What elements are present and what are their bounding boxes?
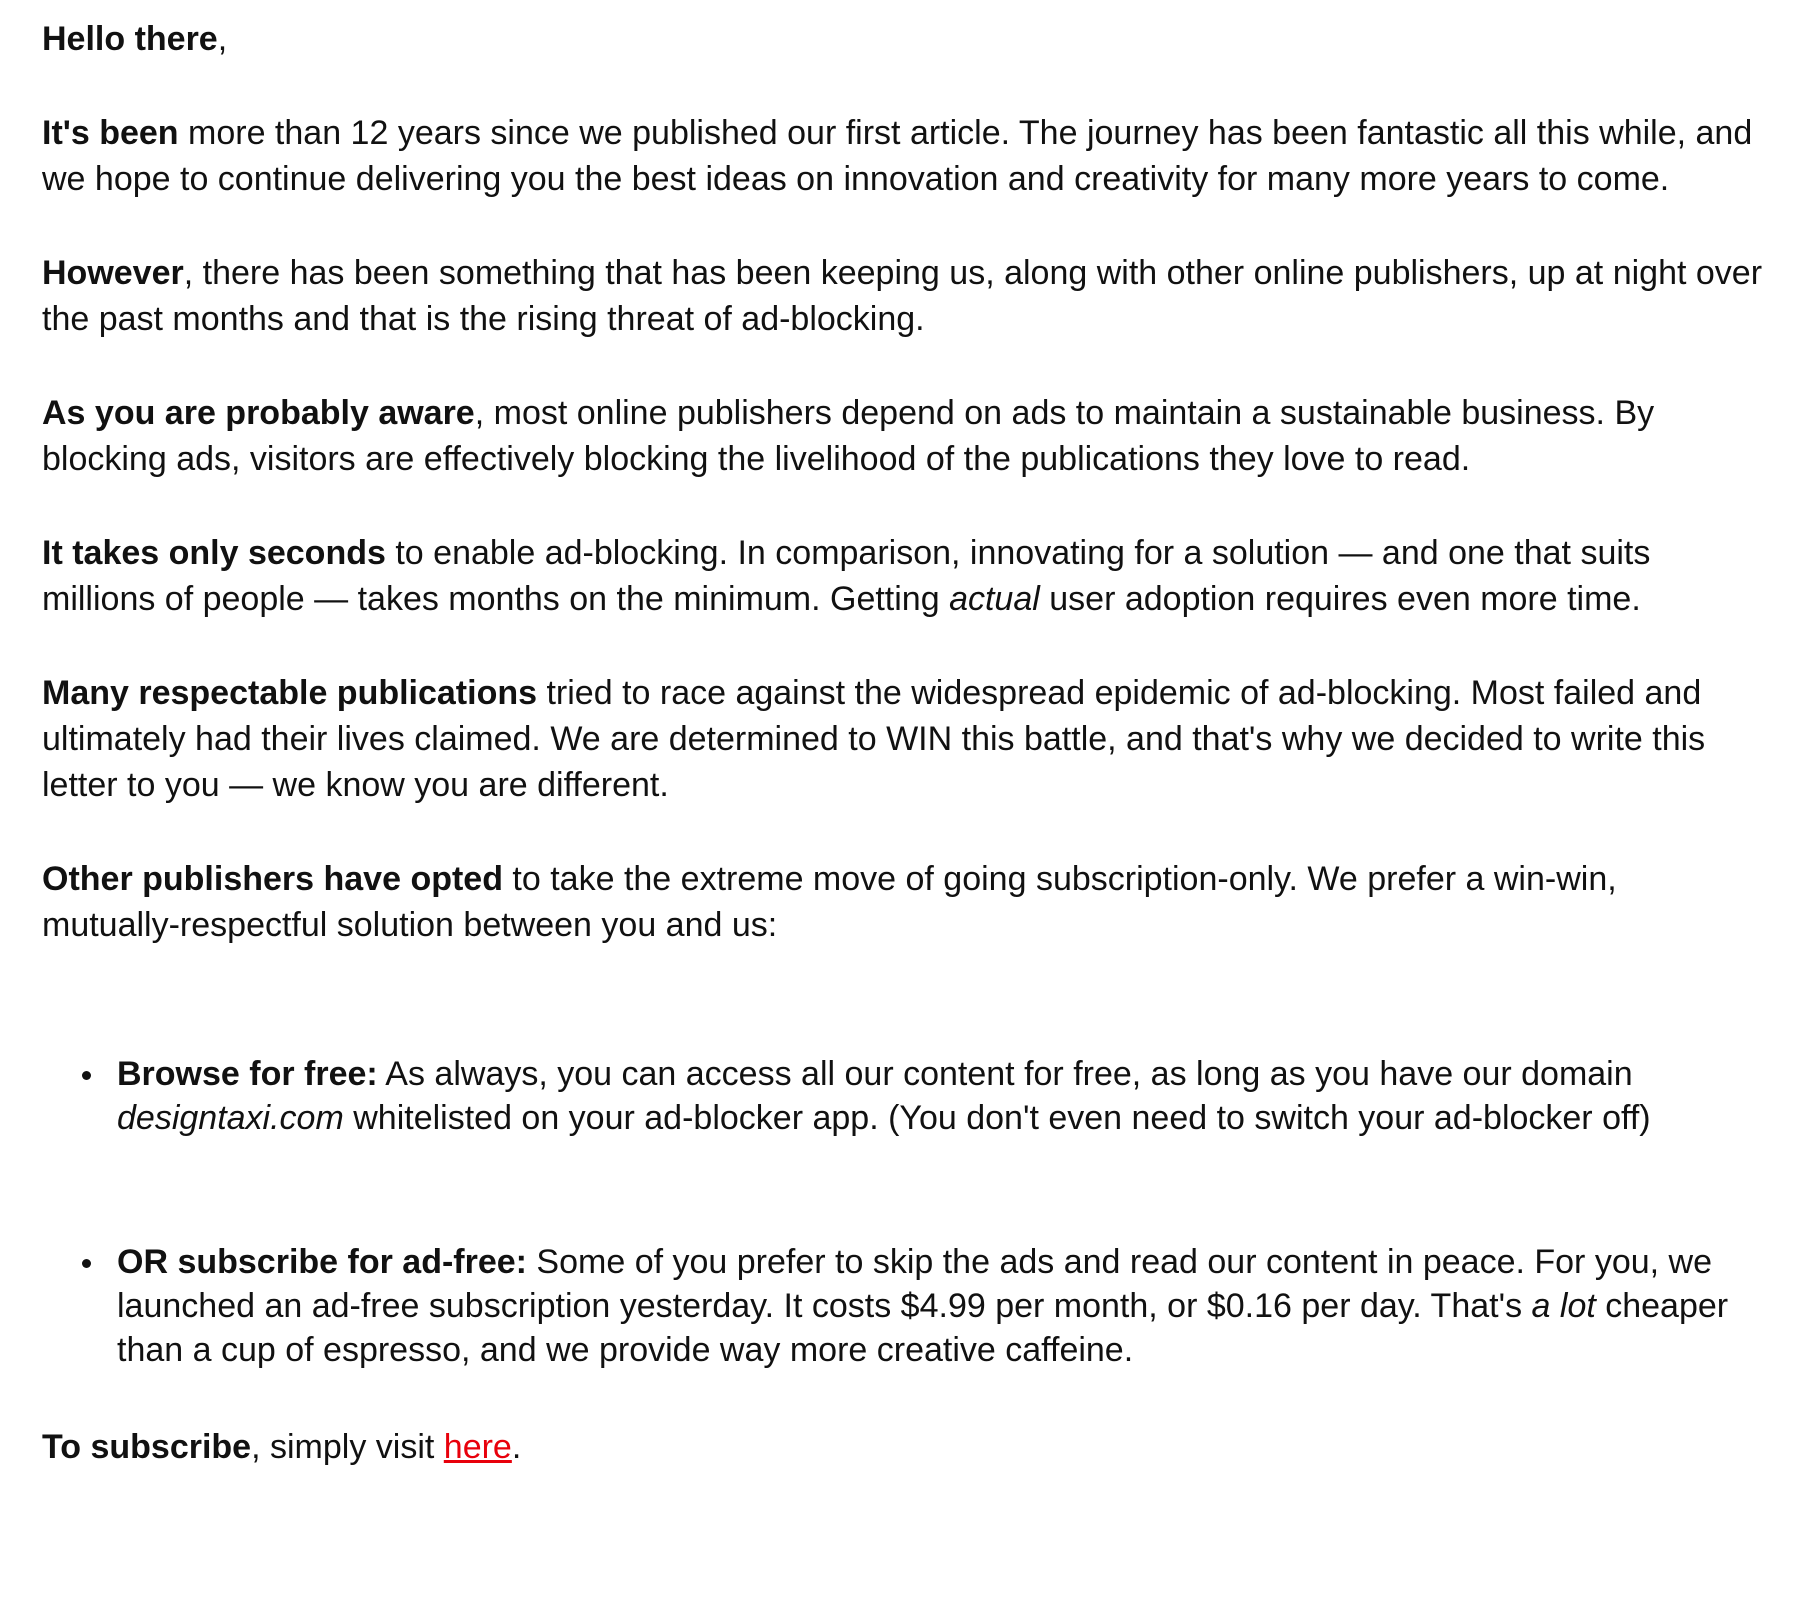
options-list xyxy=(42,1052,1762,1372)
paragraph-lead: However xyxy=(42,254,184,292)
paragraph-text: , there has been something that has been keeping us, along with other online publishers, up at night over the past months and that is the rising threat of ad-blocking. xyxy=(42,254,1763,338)
paragraph-text: , most online publishers depend on ads to maintain a sustainable business. By blocking ads, visitors are effectively blocking the livelihood of the publications they love to read. xyxy=(42,394,1655,478)
closing-end: . xyxy=(511,1428,522,1466)
subscribe-link[interactable]: here xyxy=(443,1428,512,1466)
paragraph-emphasis: actual xyxy=(949,580,1040,618)
paragraph-opted xyxy=(42,856,1762,948)
paragraph-text: more than 12 years since we published our first article. The journey has been fantastic all this while, and we hope to continue delivering you the best ideas on innovation and creativity for many more years to come. xyxy=(42,114,1753,198)
paragraph-aware xyxy=(42,390,1762,482)
greeting xyxy=(42,16,1762,62)
option-browse-free xyxy=(42,1052,1762,1140)
paragraph-text: tried to race against the widespread epidemic of ad-blocking. Most failed and ultimately had their lives claimed. We are determined to WIN this battle, and that's why we decided to write this letter to you — we know you are different. xyxy=(42,674,1706,804)
letter-body xyxy=(42,16,1762,1518)
option-title: OR subscribe for ad-free: xyxy=(117,1243,527,1281)
paragraph-seconds xyxy=(42,530,1762,622)
closing-lead: To subscribe xyxy=(42,1428,252,1466)
domain-name: designtaxi.com xyxy=(117,1099,344,1137)
closing-line xyxy=(42,1424,1762,1470)
paragraph-anniversary xyxy=(42,110,1762,202)
paragraph-lead: Other publishers have opted xyxy=(42,860,503,898)
option-text: Some of you prefer to skip the ads and read our content in peace. For you, we launched an ad-free subscription yesterday. It costs $4.99 per month, or $0.16 per day. That's xyxy=(117,1243,1713,1325)
paragraph-lead: It's been xyxy=(42,114,179,152)
paragraph-text: to enable ad-blocking. In comparison, innovating for a solution — and one that suits millions of people — takes months on the minimum. Getting xyxy=(42,534,1651,618)
paragraph-text: user adoption requires even more time. xyxy=(1039,580,1641,618)
option-emphasis: a lot xyxy=(1531,1287,1596,1325)
option-subscribe xyxy=(42,1240,1762,1372)
greeting-bold: Hello there xyxy=(42,20,218,58)
option-title: Browse for free: xyxy=(117,1055,378,1093)
closing-text: , simply visit xyxy=(251,1428,444,1466)
paragraph-lead: Many respectable publications xyxy=(42,674,538,712)
paragraph-lead: It takes only seconds xyxy=(42,534,386,572)
paragraph-publications xyxy=(42,670,1762,808)
greeting-rest: , xyxy=(217,20,228,58)
option-text: cheaper than a cup of espresso, and we provide way more creative caffeine. xyxy=(117,1287,1729,1369)
paragraph-text: to take the extreme move of going subscription-only. We prefer a win-win, mutually-respectful solution between you and us: xyxy=(42,860,1617,944)
option-text: whitelisted on your ad-blocker app. (You don't even need to switch your ad-blocker off) xyxy=(343,1099,1651,1137)
option-text: As always, you can access all our content for free, as long as you have our domain xyxy=(377,1055,1633,1093)
paragraph-however xyxy=(42,250,1762,342)
paragraph-lead: As you are probably aware xyxy=(42,394,475,432)
